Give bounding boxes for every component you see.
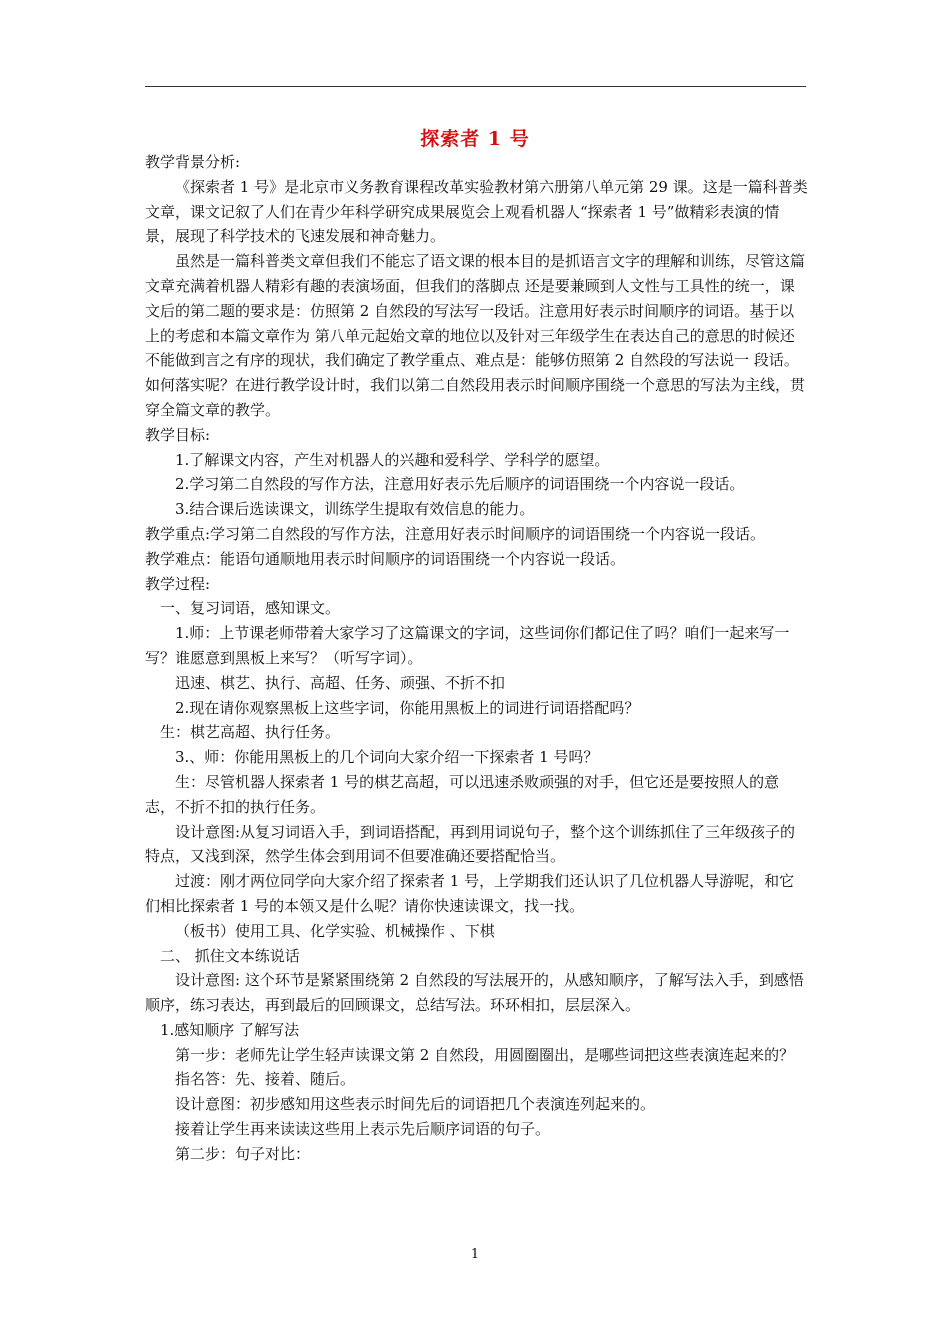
paragraph: 设计意图:从复习词语入手，到词语搭配，再到用词说句子，整个这个训练抓住了三年级孩子的特点，又浅到深，然学生体会到用词不但要准确还要搭配恰当。 (145, 822, 796, 866)
paragraph: 一、复习词语，感知课文。 (160, 599, 341, 618)
paragraph: 指名答：先、接着、随后。 (175, 1070, 356, 1089)
paragraph: 二、 抓住文本练说话 (160, 946, 300, 965)
paragraph: 教学难点：能语句通顺地用表示时间顺序的词语围绕一个内容说一段话。 (145, 549, 626, 568)
paragraph: 生：棋艺高超、执行任务。 (160, 723, 341, 742)
paragraph: 接着让学生再来读读这些用上表示先后顺序词语的句子。 (175, 1120, 551, 1139)
paragraph: 1.了解课文内容，产生对机器人的兴趣和爱科学、学科学的愿望。 (175, 450, 610, 469)
paragraph: 第一步：老师先让学生轻声读课文第 2 自然段，用圆圈圈出，是哪些词把这些表演连起来的？ (175, 1045, 795, 1064)
paragraph: 迅速、棋艺、执行、高超、任务、顽强、不折不扣 (175, 673, 506, 692)
paragraph: 1.感知顺序 了解写法 (160, 1020, 300, 1039)
paragraph: 2.学习第二自然段的写作方法，注意用好表示先后顺序的词语围绕一个内容说一段话。 (175, 475, 745, 494)
paragraph: 教学背景分析: (145, 153, 241, 171)
paragraph: 教学重点:学习第二自然段的写作方法，注意用好表示时间顺序的词语围绕一个内容说一段话。 (145, 524, 766, 543)
paragraph: 1.师：上节课老师带着大家学习了这篇课文的字词，这些词你们都记住了吗？咱们一起来写一写？谁愿意到黑板上来写？（听写字词）。 (145, 624, 790, 667)
paragraph: 过渡：刚才两位同学向大家介绍了探索者 1 号，上学期我们还认识了几位机器人导游呢，和它们相比探索者 1 号的本领又是什么呢？请你快速读课文，找一找。 (145, 872, 795, 915)
paragraph: 设计意图: 这个环节是紧紧围绕第 2 自然段的写法展开的，从感知顺序，了解写法入手，到感悟顺序，练习表达，再到最后的回顾课文，总结写法。环环相扣，层层深入。 (145, 971, 804, 1015)
paragraph: 2.现在请你观察黑板上这些字词，你能用黑板上的词进行词语搭配吗？ (175, 698, 640, 717)
page-number: 1 (470, 1247, 480, 1262)
paragraph: 3.结合课后选读课文，训练学生提取有效信息的能力。 (175, 500, 535, 519)
paragraph: 教学目标: (145, 425, 211, 444)
header-rule (145, 86, 806, 87)
paragraph: 3.、师：你能用黑板上的几个词向大家介绍一下探索者 1 号吗？ (175, 748, 599, 767)
paragraph: 生：尽管机器人探索者 1 号的棋艺高超，可以迅速杀败顽强的对手，但它还是要按照人的意志，不折不扣的执行任务。 (145, 772, 780, 816)
paragraph: 《探索者 1 号》是北京市义务教育课程改革实验教材第六册第八单元第 29 课。这是一篇科普类文章，课文记叙了人们在青少年科学研究成果展览会上观看机器人“探索者 1 号”做精彩表演的情景，展现了科学技术的飞速发展和神奇魅力。 (145, 177, 808, 246)
paragraph: 设计意图：初步感知用这些表示时间先后的词语把几个表演连列起来的。 (175, 1095, 656, 1114)
document-title: 探索者 1 号 (420, 128, 530, 150)
paragraph: （板书）使用工具、化学实验、机械操作 、下棋 (175, 921, 495, 940)
paragraph: 教学过程: (145, 574, 211, 593)
document-body (145, 150, 809, 1167)
paragraph: 第二步：句子对比： (175, 1144, 311, 1163)
paragraph: 虽然是一篇科普类文章但我们不能忘了语文课的根本目的是抓语言文字的理解和训练，尽管这篇文章充满着机器人精彩有趣的表演场面，但我们的落脚点 还是要兼顾到人文性与工具性的统一，课文后的第二题的要求是：仿照第 2 自然段的写法写一段话。注意用好表示时间顺序的词语。基于以上的考虑和本篇文章作为 第八单元起始文章的地位以及针对三年级学生在表达自己的意思的时候还不能做到言之有序的现状，我们确定了教学重点、难点是：能够仿照第 2 自然段的写法说一 段话。如何落实呢？在进行教学设计时，我们以第二自然段用表示时间顺序围绕一个意思的写法为主线，贯穿全篇文章的教学。 (145, 252, 806, 419)
